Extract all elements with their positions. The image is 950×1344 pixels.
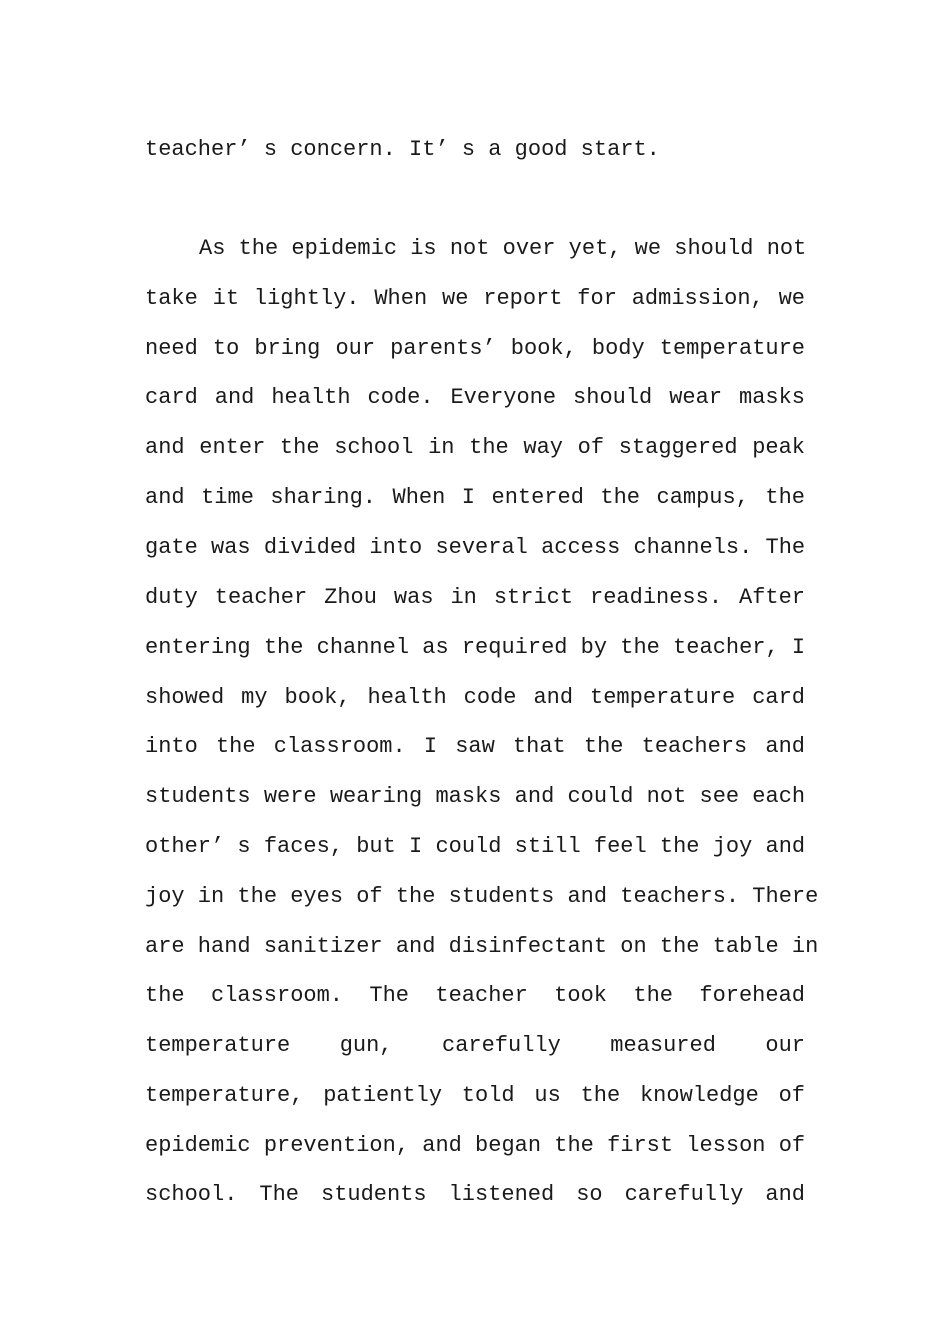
paragraph-line: entering the channel as required by the teacher, I <box>145 635 806 660</box>
paragraph-line: As the epidemic is not over yet, we should not <box>199 236 807 261</box>
paragraph-line: duty teacher Zhou was in strict readiness. After <box>145 585 805 610</box>
paragraph-line: into the classroom. I saw that the teachers and <box>145 734 805 759</box>
paragraph-line: joy in the eyes of the students and teachers. There <box>145 884 819 909</box>
paragraph-line: temperature gun, carefully measured our <box>145 1033 805 1058</box>
paragraph-line: gate was divided into several access channels. The <box>145 535 806 560</box>
paragraph-line: school. The students listened so carefully and <box>145 1182 805 1207</box>
paragraph-line: other’ s faces, but I could still feel the joy and <box>145 834 806 859</box>
paragraph-line: and time sharing. When I entered the campus, the <box>145 485 805 510</box>
paragraph-line: take it lightly. When we report for admission, we <box>145 286 805 311</box>
paragraph-line: need to bring our parents’ book, body temperature <box>145 336 805 361</box>
carryover-line: teacher’ s concern. It’ s a good start. <box>145 137 660 162</box>
paragraph-line: temperature, patiently told us the knowledge of <box>145 1083 805 1108</box>
paragraph-line: epidemic prevention, and began the first lesson of <box>145 1133 806 1158</box>
paragraph-line: and enter the school in the way of staggered peak <box>145 435 805 460</box>
paragraph-line: the classroom. The teacher took the forehead <box>145 983 805 1008</box>
paragraph-line: card and health code. Everyone should wear masks <box>145 385 805 410</box>
paragraph-line: showed my book, health code and temperature card <box>145 685 805 710</box>
paragraph-line: students were wearing masks and could not see each <box>145 784 806 809</box>
paragraph-line: are hand sanitizer and disinfectant on the table in <box>145 934 819 959</box>
